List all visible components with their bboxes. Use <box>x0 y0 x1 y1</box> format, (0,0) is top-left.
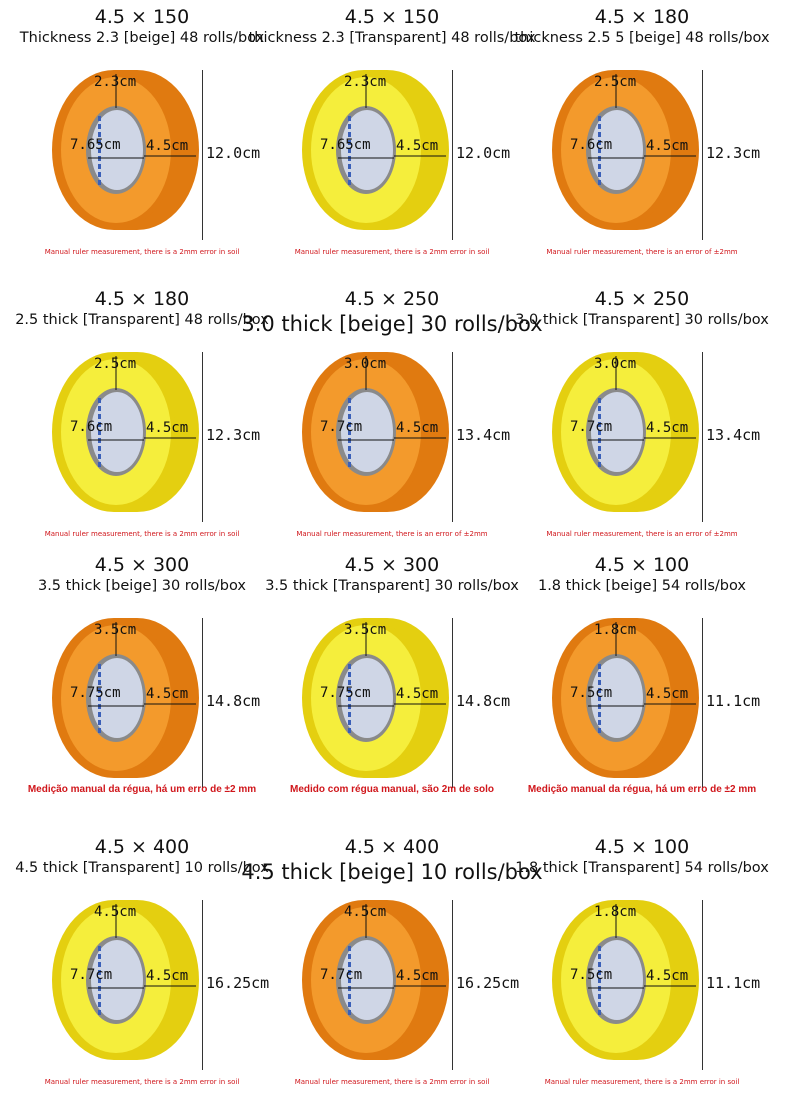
height-label: 12.0cm <box>456 144 511 162</box>
product-description: 3.0 thick [beige] 30 rolls/box <box>241 312 543 336</box>
height-dimension-line <box>202 352 203 522</box>
measurement-note: Manual ruler measurement, there is a 2mm error in soil <box>294 248 490 256</box>
product-description: 3.5 thick [beige] 30 rolls/box <box>37 578 247 594</box>
product-description: 1.8 thick [Transparent] 54 rolls/box <box>515 860 769 876</box>
product-size: 4.5 × 300 <box>344 554 440 576</box>
measurement-note: Manual ruler measurement, there is a 2mm error in soil <box>44 248 240 256</box>
height-label: 13.4cm <box>706 426 761 444</box>
height-dimension-line <box>202 70 203 240</box>
height-dimension-line <box>202 618 203 788</box>
width-label: 4.5cm <box>396 420 439 436</box>
core-diameter-label: 7.75cm <box>320 685 371 701</box>
product-description: 4.5 thick [beige] 10 rolls/box <box>241 860 543 884</box>
core-diameter-label: 7.7cm <box>70 967 113 983</box>
thickness-label: 1.8cm <box>594 904 637 920</box>
thickness-label: 3.5cm <box>94 622 137 638</box>
product-description: thickness 2.3 [Transparent] 48 rolls/box <box>248 30 536 46</box>
thickness-label: 2.5cm <box>94 356 137 372</box>
core-diameter-label: 7.6cm <box>70 419 113 435</box>
product-size: 4.5 × 250 <box>594 288 690 310</box>
product-cell <box>512 830 772 1100</box>
height-label: 16.25cm <box>456 974 520 992</box>
height-label: 14.8cm <box>206 692 261 710</box>
measurement-note: Manual ruler measurement, there is a 2mm error in soil <box>44 1078 240 1086</box>
width-label: 4.5cm <box>646 138 689 154</box>
product-description: 3.0 thick [Transparent] 30 rolls/box <box>515 312 769 328</box>
width-label: 4.5cm <box>646 686 689 702</box>
height-dimension-line <box>452 900 453 1070</box>
core-diameter-label: 7.7cm <box>320 419 363 435</box>
thickness-label: 2.3cm <box>94 74 137 90</box>
product-size: 4.5 × 180 <box>594 6 690 28</box>
height-label: 12.3cm <box>206 426 261 444</box>
thickness-label: 1.8cm <box>594 622 637 638</box>
core-diameter-label: 7.7cm <box>320 967 363 983</box>
height-dimension-line <box>702 900 703 1070</box>
height-label: 12.0cm <box>206 144 261 162</box>
product-size: 4.5 × 100 <box>594 836 690 858</box>
width-label: 4.5cm <box>396 968 439 984</box>
product-description: 4.5 thick [Transparent] 10 rolls/box <box>15 860 269 876</box>
measurement-note: Manual ruler measurement, there is a 2mm error in soil <box>44 530 240 538</box>
measurement-note: Manual ruler measurement, there is an error of ±2mm <box>546 248 738 256</box>
height-label: 14.8cm <box>456 692 511 710</box>
measurement-note: Manual ruler measurement, there is a 2mm error in soil <box>544 1078 740 1086</box>
product-cell <box>512 282 772 552</box>
thickness-label: 2.5cm <box>594 74 637 90</box>
height-label: 12.3cm <box>706 144 761 162</box>
width-label: 4.5cm <box>146 138 189 154</box>
core-diameter-label: 7.7cm <box>570 419 613 435</box>
height-dimension-line <box>702 618 703 788</box>
product-description: 3.5 thick [Transparent] 30 rolls/box <box>265 578 519 594</box>
product-size: 4.5 × 400 <box>344 836 440 858</box>
product-description: 1.8 thick [beige] 54 rolls/box <box>537 578 747 594</box>
height-dimension-line <box>452 70 453 240</box>
measurement-note: Medição manual da régua, há um erro de ±2 mm <box>27 784 257 795</box>
product-size: 4.5 × 300 <box>94 554 190 576</box>
product-size: 4.5 × 150 <box>344 6 440 28</box>
product-size: 4.5 × 150 <box>94 6 190 28</box>
product-description: Thickness 2.3 [beige] 48 rolls/box <box>19 30 265 46</box>
thickness-label: 4.5cm <box>344 904 387 920</box>
thickness-label: 3.0cm <box>594 356 637 372</box>
thickness-label: 3.5cm <box>344 622 387 638</box>
height-dimension-line <box>702 70 703 240</box>
measurement-note: Medido com régua manual, são 2m de solo <box>290 784 494 795</box>
width-label: 4.5cm <box>146 420 189 436</box>
height-label: 13.4cm <box>456 426 511 444</box>
height-dimension-line <box>202 900 203 1070</box>
thickness-label: 2.3cm <box>344 74 387 90</box>
product-cell <box>512 548 772 818</box>
product-size: 4.5 × 250 <box>344 288 440 310</box>
width-label: 4.5cm <box>146 968 189 984</box>
width-label: 4.5cm <box>396 686 439 702</box>
core-diameter-label: 7.65cm <box>320 137 371 153</box>
width-label: 4.5cm <box>646 968 689 984</box>
product-description: thickness 2.5 5 [beige] 48 rolls/box <box>514 30 770 46</box>
width-label: 4.5cm <box>646 420 689 436</box>
height-dimension-line <box>452 618 453 788</box>
height-label: 16.25cm <box>206 974 270 992</box>
core-diameter-label: 7.6cm <box>570 137 613 153</box>
measurement-note: Medição manual da régua, há um erro de ±2 mm <box>527 784 757 795</box>
core-diameter-label: 7.5cm <box>570 967 613 983</box>
measurement-note: Manual ruler measurement, there is an error of ±2mm <box>546 530 738 538</box>
core-diameter-label: 7.5cm <box>570 685 613 701</box>
height-label: 11.1cm <box>706 692 761 710</box>
core-diameter-label: 7.75cm <box>70 685 121 701</box>
product-size: 4.5 × 400 <box>94 836 190 858</box>
height-dimension-line <box>702 352 703 522</box>
product-cell <box>512 0 772 270</box>
product-size: 4.5 × 180 <box>94 288 190 310</box>
thickness-label: 3.0cm <box>344 356 387 372</box>
height-label: 11.1cm <box>706 974 761 992</box>
core-diameter-label: 7.65cm <box>70 137 121 153</box>
width-label: 4.5cm <box>146 686 189 702</box>
product-size: 4.5 × 100 <box>594 554 690 576</box>
measurement-note: Manual ruler measurement, there is an error of ±2mm <box>296 530 488 538</box>
height-dimension-line <box>452 352 453 522</box>
thickness-label: 4.5cm <box>94 904 137 920</box>
measurement-note: Manual ruler measurement, there is a 2mm error in soil <box>294 1078 490 1086</box>
width-label: 4.5cm <box>396 138 439 154</box>
product-description: 2.5 thick [Transparent] 48 rolls/box <box>15 312 269 328</box>
